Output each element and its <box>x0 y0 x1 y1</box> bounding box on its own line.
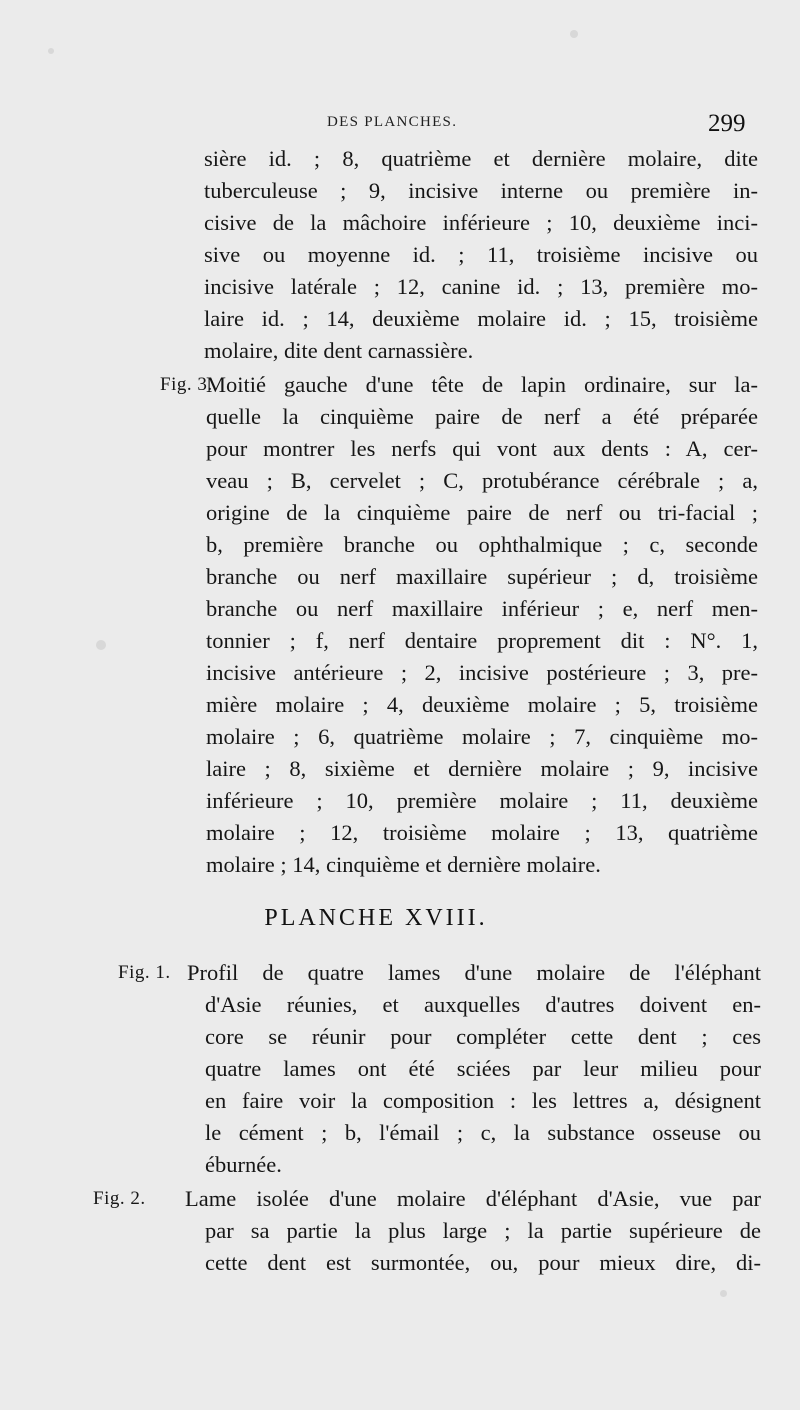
section-title-text: PLANCHE XVIII. <box>264 905 488 931</box>
text-line: molaire ; 6, quatrième molaire ; 7, cinquième mo- <box>206 724 758 749</box>
text-line: tonnier ; f, nerf dentaire proprement dit : N°. 1, <box>206 628 758 653</box>
text-line: mière molaire ; 4, deuxième molaire ; 5, troisième <box>206 692 758 717</box>
text-line: tuberculeuse ; 9, incisive interne ou première in- <box>204 178 758 203</box>
page-number: 299 <box>708 110 746 137</box>
text-line: d'Asie réunies, et auxquelles d'autres doivent en- <box>205 992 761 1017</box>
section-title <box>0 905 800 932</box>
text-line: branche ou nerf maxillaire inférieur ; e, nerf men- <box>206 596 758 621</box>
figure-label: Fig. 3. <box>160 374 213 395</box>
text-line: sière id. ; 8, quatrième et dernière molaire, dite <box>204 146 758 171</box>
text-line: cisive de la mâchoire inférieure ; 10, deuxième inci- <box>204 210 758 235</box>
text-line: quatre lames ont été sciées par leur milieu pour <box>205 1056 761 1081</box>
text-line: molaire, dite dent carnassière. <box>204 338 474 363</box>
text-line: éburnée. <box>205 1152 282 1177</box>
text-line: molaire ; 12, troisième molaire ; 13, quatrième <box>206 820 758 845</box>
running-head: DES PLANCHES. <box>327 114 458 130</box>
text-line: cette dent est surmontée, ou, pour mieux dire, di- <box>205 1250 761 1275</box>
text-line: veau ; B, cervelet ; C, protubérance cérébrale ; a, <box>206 468 758 493</box>
paper-speck <box>720 1290 727 1297</box>
text-line: le cément ; b, l'émail ; c, la substance osseuse ou <box>205 1120 761 1145</box>
text-line: Moitié gauche d'une tête de lapin ordinaire, sur la- <box>206 372 758 397</box>
text-line: origine de la cinquième paire de nerf ou tri-facial ; <box>206 500 758 525</box>
figure-label: Fig. 1. <box>118 962 171 983</box>
text-line: Profil de quatre lames d'une molaire de l'éléphant <box>187 960 761 985</box>
paper-speck <box>570 30 578 38</box>
text-line: core se réunir pour compléter cette dent ; ces <box>205 1024 761 1049</box>
page-header <box>0 110 800 144</box>
text-line: laire id. ; 14, deuxième molaire id. ; 15, troisième <box>204 306 758 331</box>
text-line: sive ou moyenne id. ; 11, troisième incisive ou <box>204 242 758 267</box>
figure-label: Fig. 2. <box>93 1188 146 1209</box>
text-line: b, première branche ou ophthalmique ; c, seconde <box>206 532 758 557</box>
text-line: molaire ; 14, cinquième et dernière molaire. <box>206 852 601 877</box>
text-line: incisive latérale ; 12, canine id. ; 13, première mo- <box>204 274 758 299</box>
paper-speck <box>48 48 54 54</box>
text-line: quelle la cinquième paire de nerf a été préparée <box>206 404 758 429</box>
text-line: laire ; 8, sixième et dernière molaire ; 9, incisive <box>206 756 758 781</box>
text-line: branche ou nerf maxillaire supérieur ; d, troisième <box>206 564 758 589</box>
text-line: pour montrer les nerfs qui vont aux dents : A, cer- <box>206 436 758 461</box>
text-line: incisive antérieure ; 2, incisive postérieure ; 3, pre- <box>206 660 758 685</box>
text-line: par sa partie la plus large ; la partie supérieure de <box>205 1218 761 1243</box>
text-line: Lame isolée d'une molaire d'éléphant d'Asie, vue par <box>185 1186 761 1211</box>
text-line: en faire voir la composition : les lettres a, désignent <box>205 1088 761 1113</box>
paper-speck <box>96 640 106 650</box>
text-line: inférieure ; 10, première molaire ; 11, deuxième <box>206 788 758 813</box>
